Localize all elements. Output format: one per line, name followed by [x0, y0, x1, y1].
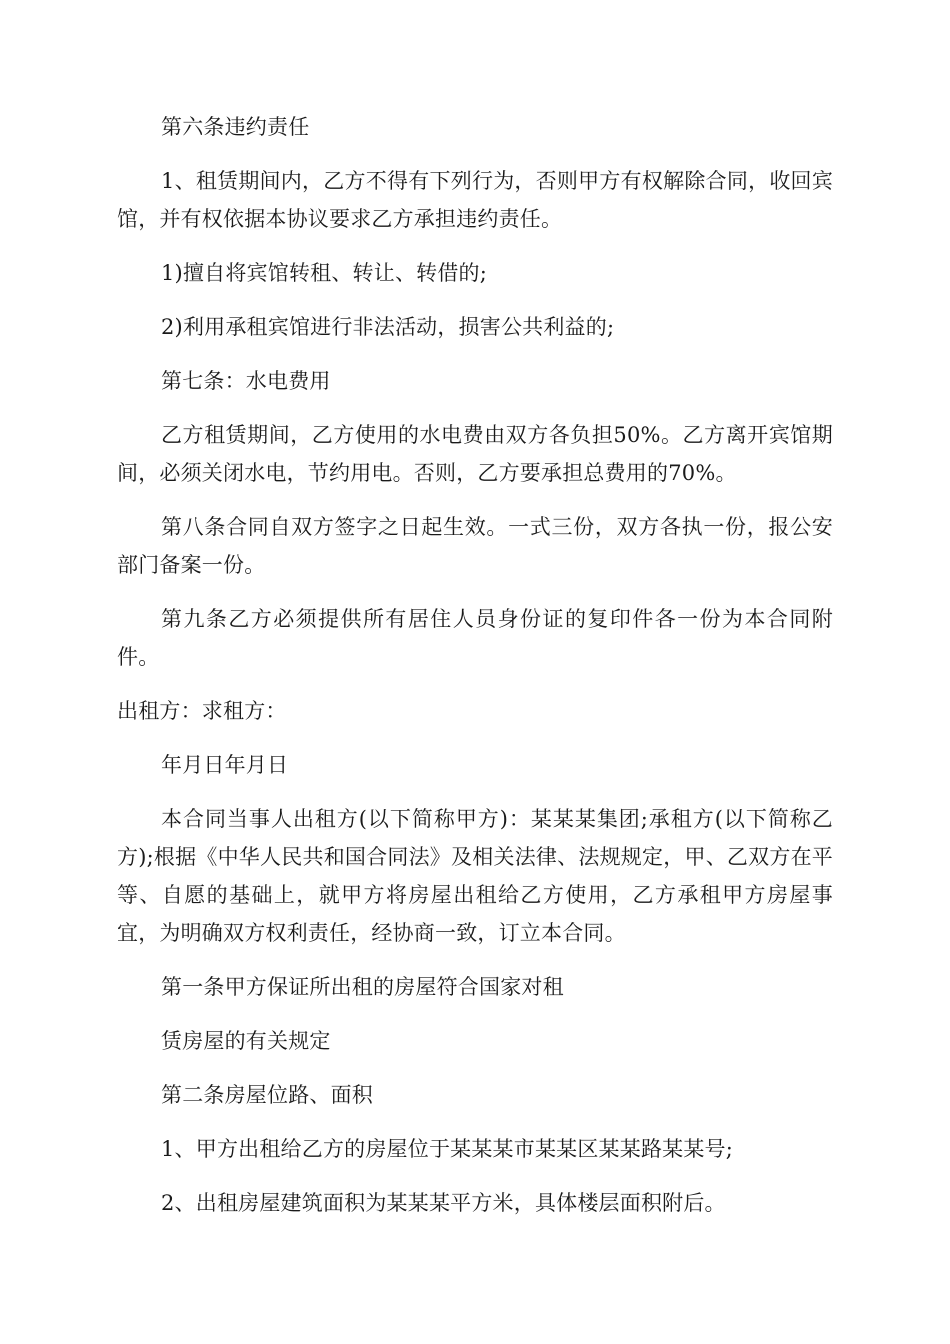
- article-6-item-1: 1)擅自将宾馆转租、转让、转借的;: [161, 261, 488, 285]
- article-7-heading: 第七条：水电费用: [161, 369, 331, 393]
- article-2-heading: 第二条房屋位路、面积: [161, 1083, 373, 1107]
- article-7-body: 乙方租赁期间，乙方使用的水电费由双方各负担50%。乙方离开宾馆期间，必须关闭水电，节约用电。否则，乙方要承担总费用的70%。: [117, 423, 833, 485]
- article-1-line-1: 第一条甲方保证所出租的房屋符合国家对租: [161, 975, 564, 999]
- article-9-body: 第九条乙方必须提供所有居住人员身份证的复印件各一份为本合同附件。: [117, 607, 833, 669]
- article-8-body: 第八条合同自双方签字之日起生效。一式三份，双方各执一份，报公安部门备案一份。: [117, 515, 833, 577]
- signature-parties: 出租方：求租方：: [117, 699, 287, 723]
- signature-dates: 年月日年月日: [161, 753, 289, 777]
- article-1-line-2: 赁房屋的有关规定: [161, 1029, 331, 1053]
- document-page: [117, 108, 833, 1238]
- contract-preamble: 本合同当事人出租方(以下简称甲方)：某某某集团;承租方(以下简称乙方);根据《中华人民共和国合同法》及相关法律、法规规定，甲、乙双方在平等、自愿的基础上，就甲方将房屋出租给乙方使用，乙方承租甲方房屋事宜，为明确双方权利责任，经协商一致，订立本合同。: [117, 807, 833, 945]
- article-6-heading: 第六条违约责任: [161, 115, 310, 139]
- article-2-clause-2: 2、出租房屋建筑面积为某某某平方米，具体楼层面积附后。: [161, 1191, 726, 1215]
- article-6-clause-1: 1、租赁期间内，乙方不得有下列行为，否则甲方有权解除合同，收回宾馆，并有权依据本协议要求乙方承担违约责任。: [117, 169, 833, 231]
- article-2-clause-1: 1、甲方出租给乙方的房屋位于某某某市某某区某某路某某号;: [161, 1137, 734, 1161]
- article-6-item-2: 2)利用承租宾馆进行非法活动，损害公共利益的;: [161, 315, 615, 339]
